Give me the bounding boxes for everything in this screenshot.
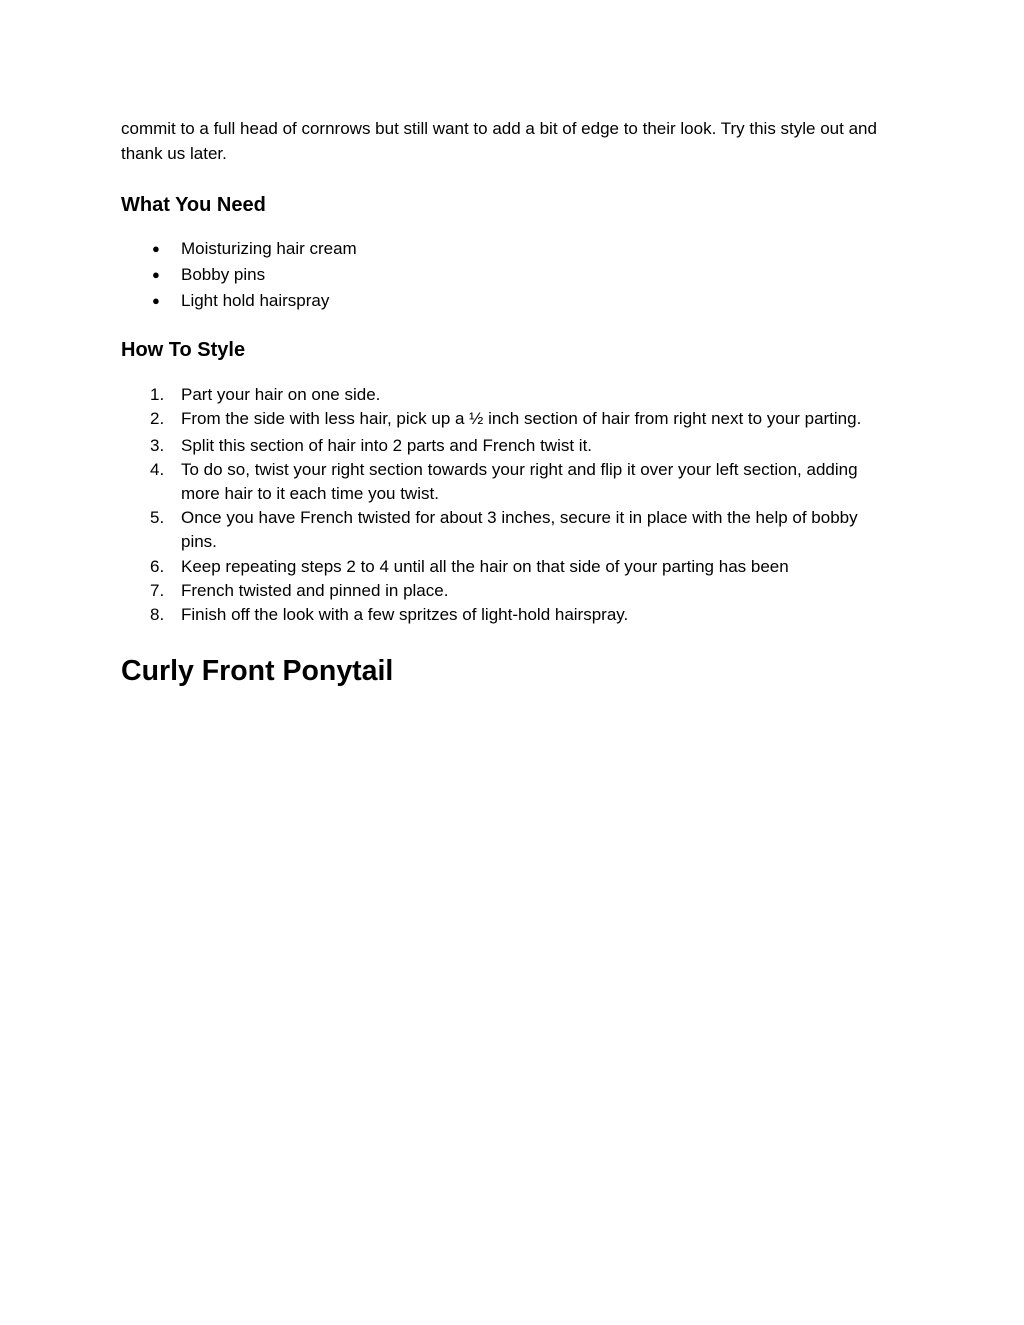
intro-paragraph: commit to a full head of cornrows but still want to add a bit of edge to their look. Try this style out and thank us later. bbox=[121, 119, 877, 163]
step-item bbox=[121, 407, 881, 431]
step-text: To do so, twist your right section towards your right and flip it over your left section, adding more hair to it each time you twist. bbox=[181, 460, 858, 503]
step-text: From the side with less hair, pick up a ½ inch section of hair from right next to your parting. bbox=[181, 409, 862, 428]
list-item: ● Light hold hairspray bbox=[121, 289, 881, 313]
step-text: Split this section of hair into 2 parts and French twist it. bbox=[181, 436, 593, 455]
step-item bbox=[121, 506, 881, 554]
what-you-need-heading: What You Need bbox=[121, 194, 266, 216]
step-item bbox=[121, 383, 881, 407]
how-to-style-steps bbox=[121, 383, 881, 627]
step-number: 8. bbox=[150, 605, 165, 624]
list-item: ● Bobby pins bbox=[121, 263, 881, 287]
step-text: Once you have French twisted for about 3 inches, secure it in place with the help of bobby pins. bbox=[181, 508, 858, 551]
bullet-icon: ● bbox=[152, 267, 160, 282]
step-item bbox=[121, 579, 881, 603]
step-text: Part your hair on one side. bbox=[181, 385, 381, 404]
step-item bbox=[121, 434, 881, 458]
step-text: Finish off the look with a few spritzes of light-hold hairspray. bbox=[181, 605, 629, 624]
step-number: 3. bbox=[150, 436, 165, 455]
bullet-icon: ● bbox=[152, 241, 160, 256]
step-item bbox=[121, 555, 881, 579]
list-item: ● Moisturizing hair cream bbox=[121, 237, 881, 261]
step-text: French twisted and pinned in place. bbox=[181, 581, 449, 600]
step-number: 2. bbox=[150, 409, 165, 428]
step-number: 6. bbox=[150, 557, 165, 576]
section-heading: Curly Front Ponytail bbox=[121, 655, 394, 687]
what-you-need-list bbox=[121, 237, 881, 313]
how-to-style-heading: How To Style bbox=[121, 339, 246, 361]
step-number: 1. bbox=[150, 385, 165, 404]
step-number: 5. bbox=[150, 508, 165, 527]
step-item bbox=[121, 603, 881, 627]
step-number: 4. bbox=[150, 460, 165, 479]
step-item bbox=[121, 458, 881, 506]
step-number: 7. bbox=[150, 581, 165, 600]
bullet-icon: ● bbox=[152, 293, 160, 308]
document-page bbox=[121, 116, 881, 688]
step-text: Keep repeating steps 2 to 4 until all the hair on that side of your parting has been bbox=[181, 557, 789, 576]
